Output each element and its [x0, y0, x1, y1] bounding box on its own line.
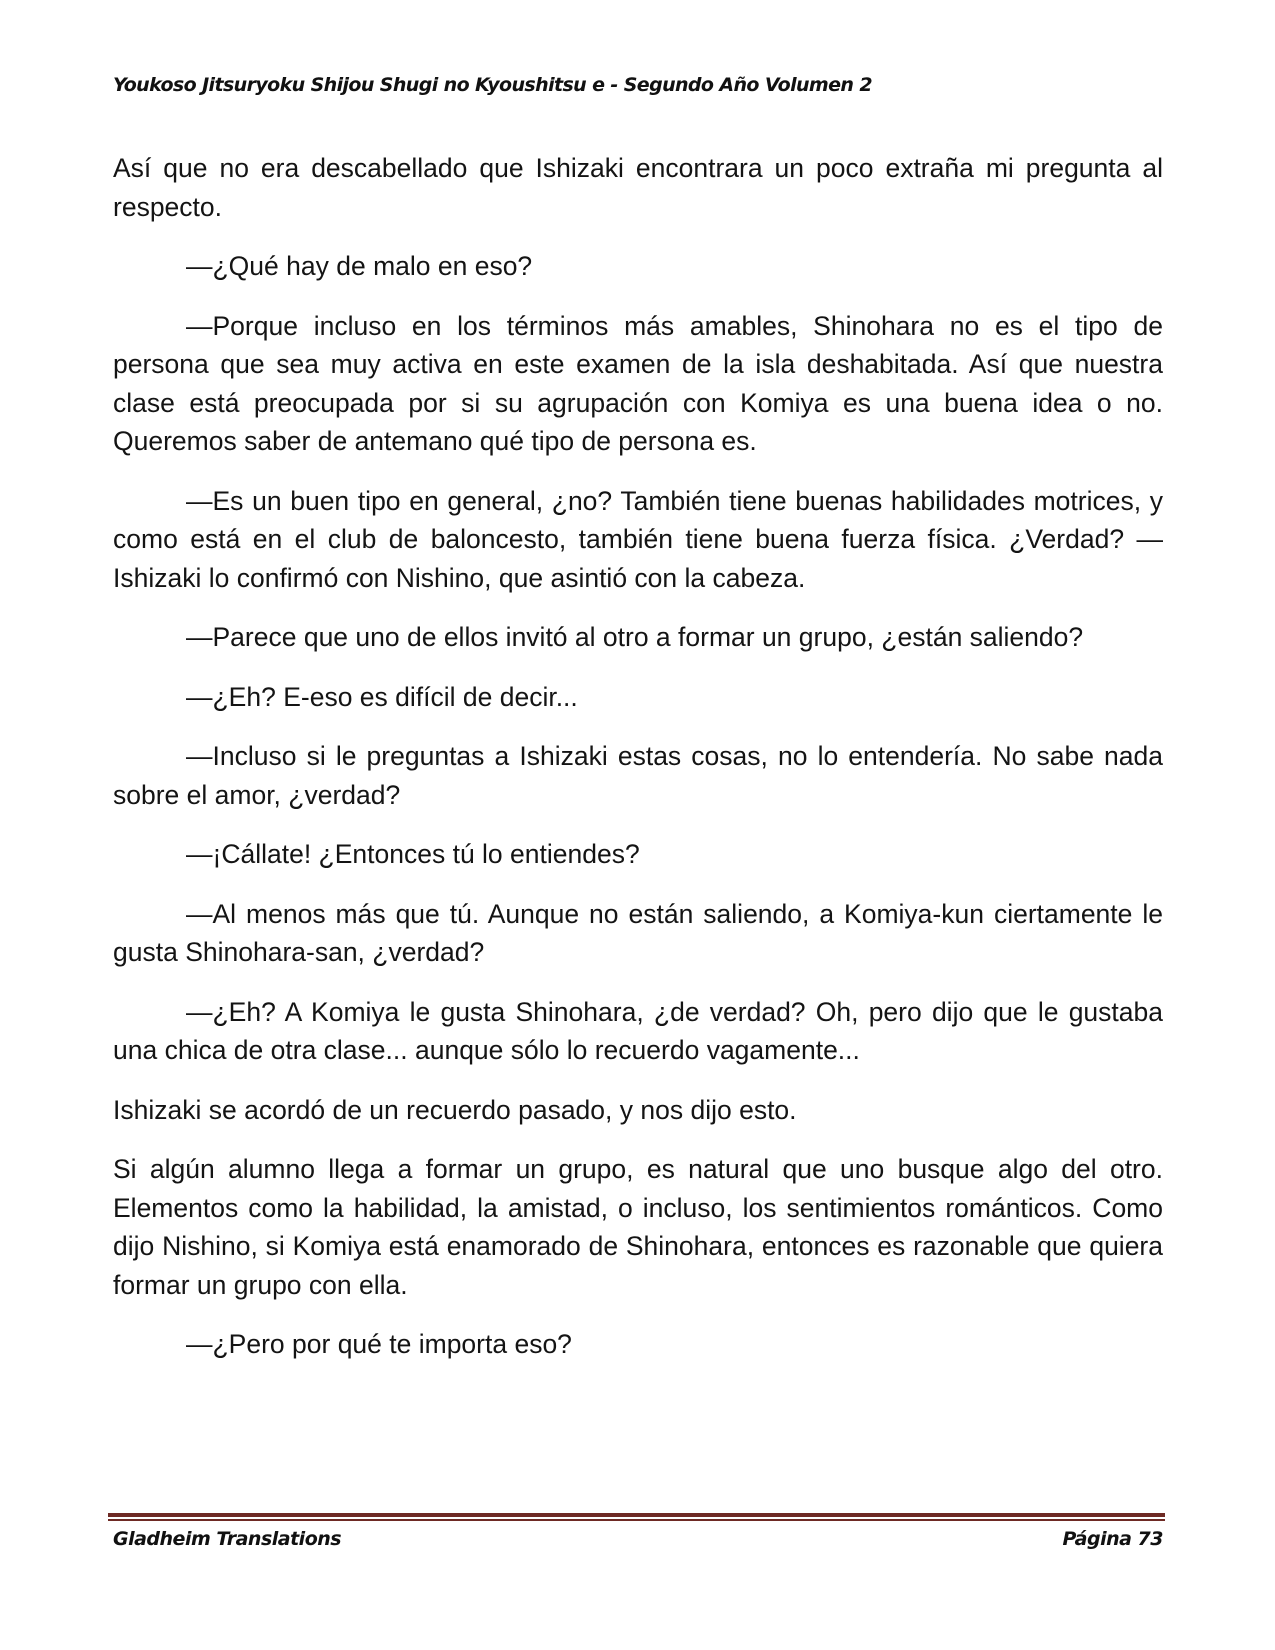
dialogue-paragraph: —Incluso si le preguntas a Ishizaki estas cosas, no lo entendería. No sabe nada sobre el amor, ¿verdad?	[113, 741, 1163, 810]
narration-paragraph: Si algún alumno llega a formar un grupo, es natural que uno busque algo del otro. Elementos como la habilidad, la amistad, o incluso, los sentimientos románticos. Como dijo Nishino, si Komiya está enamorado de Shinohara, entonces es razonable que quiera formar un grupo con ella.	[113, 1154, 1163, 1300]
dialogue-paragraph: —¿Eh? E-eso es difícil de decir...	[186, 681, 578, 712]
dialogue-paragraph: —¡Cállate! ¿Entonces tú lo entiendes?	[186, 839, 640, 869]
narration-paragraph: Ishizaki se acordó de un recuerdo pasado, y nos dijo esto.	[113, 1094, 797, 1125]
narration-paragraph: Así que no era descabellado que Ishizaki encontrara un poco extraña mi pregunta al respecto.	[113, 153, 1163, 222]
footer-divider-thin	[108, 1519, 1165, 1521]
footer-divider-thick	[108, 1513, 1165, 1517]
page-header-title: Youkoso Jitsuryoku Shijou Shugi no Kyoushitsu e - Segundo Año Volumen 2	[113, 74, 872, 96]
footer-divider	[108, 1513, 1165, 1521]
footer-credit: Gladheim Translations	[113, 1528, 342, 1550]
dialogue-paragraph: —Parece que uno de ellos invitó al otro a formar un grupo, ¿están saliendo?	[186, 622, 1084, 652]
dialogue-paragraph: —Al menos más que tú. Aunque no están saliendo, a Komiya-kun ciertamente le gusta Shinohara-san, ¿verdad?	[113, 898, 1163, 967]
page-number: Página 73	[1062, 1528, 1163, 1550]
body-text	[113, 149, 1163, 1385]
dialogue-paragraph: —Es un buen tipo en general, ¿no? También tiene buenas habilidades motrices, y como está en el club de baloncesto, también tiene buena fuerza física. ¿Verdad? —Ishizaki lo confirmó con Nishino, que asintió con la cabeza.	[113, 485, 1163, 593]
dialogue-paragraph: —¿Pero por qué te importa eso?	[186, 1329, 572, 1359]
dialogue-paragraph: —¿Eh? A Komiya le gusta Shinohara, ¿de verdad? Oh, pero dijo que le gustaba una chica de otra clase... aunque sólo lo recuerdo vagamente...	[113, 996, 1163, 1065]
dialogue-paragraph: —¿Qué hay de malo en eso?	[186, 251, 533, 281]
dialogue-paragraph: —Porque incluso en los términos más amables, Shinohara no es el tipo de persona que sea muy activa en este examen de la isla deshabitada. Así que nuestra clase está preocupada por si su agrupación con Komiya es una buena idea o no. Queremos saber de antemano qué tipo de persona es.	[113, 310, 1163, 456]
